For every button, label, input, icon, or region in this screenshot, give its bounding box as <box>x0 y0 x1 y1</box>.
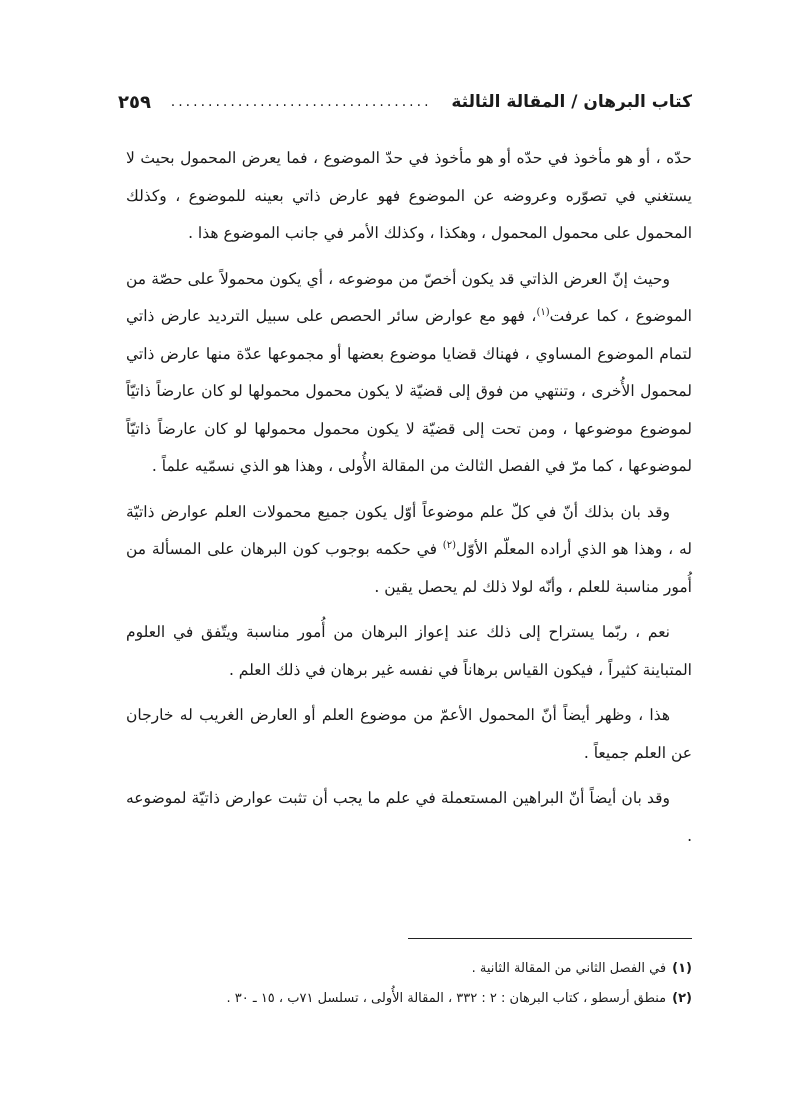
footnote-2 <box>126 984 692 1014</box>
header-title: كتاب البرهان / المقالة الثالثة <box>451 92 692 112</box>
paragraph-3 <box>126 494 692 607</box>
footnotes <box>126 954 692 1014</box>
footnote-2-number: (٢) <box>672 991 692 1006</box>
paragraph-2-part-a: وحيث إنّ العرض الذاتي قد يكون أخصّ من موضوعه ، أي يكون محمولاً على حصّة من الموضوع ، كما عرفت <box>126 269 692 325</box>
paragraph-6: وقد بان أيضاً أنّ البراهين المستعملة في علم ما يجب أن تثبت عوارض ذاتيّة لموضوعه . <box>126 789 692 845</box>
paragraph-2 <box>126 261 692 486</box>
footnote-ref-2[interactable]: (٢) <box>442 539 456 551</box>
main-text <box>126 140 692 863</box>
running-header <box>118 86 692 118</box>
footnote-2-text: منطق أرسطو ، كتاب البرهان : ٢ : ٣٣٢ ، المقالة الأُولى ، تسلسل ٧١ب ، ١٥ ـ ٣٠ . <box>226 991 667 1006</box>
paragraph-3-part-b: في حكمه بوجوب كون البرهان على المسألة من أُمور مناسبة للعلم ، وأنّه لولا ذلك لم يحصل يقين . <box>126 540 692 596</box>
page-number: ٢٥٩ <box>118 91 151 113</box>
footnote-1 <box>126 954 692 984</box>
header-leader-dots: ................................... <box>170 94 432 110</box>
paragraph-3-part-a: وقد بان بذلك أنّ في كلّ علم موضوعاً أوّل يكون جميع محمولات العلم عوارض ذاتيّة له ، وهذا هو الذي أراده المعلّم الأوّل <box>126 502 692 558</box>
footnote-divider <box>408 938 692 939</box>
footnote-ref-1[interactable]: (١) <box>536 306 550 318</box>
paragraph-4: نعم ، ربّما يستراح إلى ذلك عند إعواز البرهان من أُمور مناسبة ويتّفق في العلوم المتباينة كثيراً ، فيكون القياس برهاناً في نفسه غير برهان في ذلك العلم . <box>126 623 692 679</box>
paragraph-2-part-b: ، فهو مع عوارض سائر الحصص على سبيل الترديد عارض ذاتي لتمام الموضوع المساوي ، فهناك قضايا موضوع بعضها أو مجموعها عدّة منها عارض ذاتي لمحمول الأُخرى ، وتنتهي من فوق إلى قضيّة لا يكون محمول محمولها لو كان عارضاً ذاتيّاً لموضوع موضوعها ، ومن تحت إلى قضيّة لا يكون محمول محمولها لو كان عارضاً ذاتيّاً لموضوعها ، كما مرّ في الفصل الثالث من المقالة الأُولى ، وهذا هو الذي نسمّيه علماً . <box>126 307 692 475</box>
footnote-1-text: في الفصل الثاني من المقالة الثانية . <box>471 961 667 976</box>
footnote-1-number: (١) <box>672 961 692 976</box>
paragraph-5: هذا ، وظهر أيضاً أنّ المحمول الأعمّ من موضوع العلم أو العارض الغريب له خارجان عن العلم جميعاً . <box>126 706 692 762</box>
paragraph-1: حدّه ، أو هو مأخوذ في حدّه أو هو مأخوذ في حدّ الموضوع ، فما يعرض المحمول بحيث لا يستغني في تصوّره وعروضه عن الموضوع فهو عارض ذاتي بعينه للموضوع ، وكذلك المحمول على محمول المحمول ، وهكذا ، وكذلك الأمر في جانب الموضوع هذا . <box>126 149 692 242</box>
